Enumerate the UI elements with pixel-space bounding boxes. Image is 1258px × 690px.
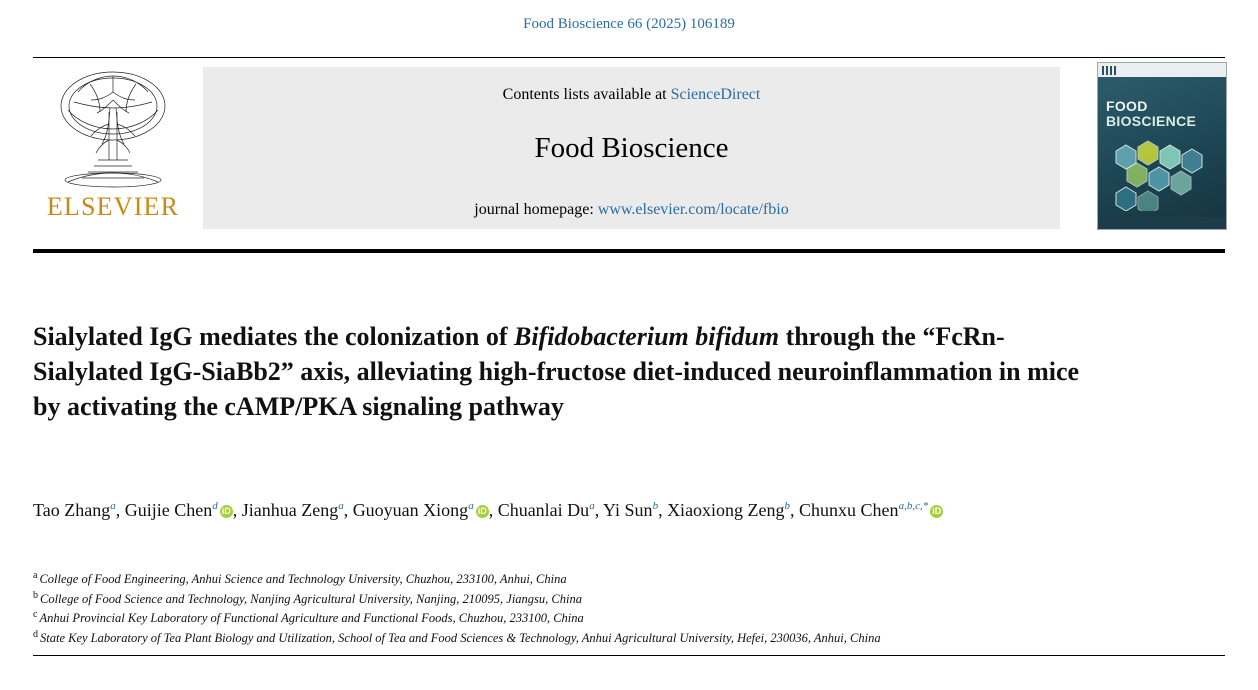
homepage-prefix: journal homepage: (474, 201, 598, 218)
elsevier-logo (33, 62, 193, 232)
author-name: Guoyuan Xiong (352, 500, 469, 520)
author-name: Jianhua Zeng (241, 500, 339, 520)
journal-homepage-link[interactable]: www.elsevier.com/locate/fbio (597, 201, 789, 218)
affiliation-text: College of Food Science and Technology, Nanjing Agricultural University, Nanjing, 210095, Jiangsu, China (40, 591, 582, 606)
running-head: Food Bioscience 66 (2025) 106189 (523, 16, 735, 32)
affiliation-marker: c (33, 609, 38, 621)
affiliation-bottom-rule (33, 655, 1225, 656)
author-separator: , (658, 500, 668, 520)
elsevier-wordmark: ELSEVIER (46, 192, 180, 221)
affiliation-marker: a (33, 570, 38, 581)
elsevier-tree-icon (38, 62, 188, 190)
author-name: Xiaoxiong Zeng (667, 500, 785, 520)
author-affil-marker: d (212, 500, 218, 512)
author-affil-marker: a (589, 500, 595, 512)
author-name: Tao Zhang (33, 500, 111, 520)
author-name: Chunxu Chen (799, 500, 899, 520)
affiliation-list (33, 568, 1153, 647)
cover-bottom-bar (1098, 217, 1226, 229)
author-separator: , (790, 500, 800, 520)
page-title (33, 319, 1093, 424)
cover-hexagon-pattern (1108, 139, 1218, 211)
orcid-icon[interactable]: iD (477, 506, 487, 516)
contents-prefix: Contents lists available at (502, 86, 671, 103)
affiliation-text: State Key Laboratory of Tea Plant Biology and Utilization, School of Tea and Food Sciences & Technology, Anhui Agricultural University, Hefei, 230036, Anhui, China (40, 631, 881, 646)
orcid-icon[interactable]: iD (932, 506, 942, 516)
cover-title-line1: FOOD (1106, 98, 1148, 114)
author-entry[interactable] (125, 500, 242, 520)
title-part-2: through the “FcRn-Sialylated IgG-SiaBb2” axis, alleviating high-fructose diet-induced neuroinflammation in mice by activating the cAMP/PKA signaling pathway (33, 322, 1080, 422)
affiliation-marker: b (33, 589, 38, 601)
cover-barcode-icon (1102, 66, 1118, 75)
cover-title-line2: BIOSCIENCE (1106, 113, 1197, 129)
journal-title: Food Bioscience (534, 132, 729, 164)
author-separator: , (594, 500, 604, 520)
author-name: Yi Sun (603, 500, 653, 520)
author-affil-marker: b (652, 500, 659, 512)
journal-band (203, 67, 1060, 229)
journal-cover-image (1097, 62, 1227, 230)
author-affil-marker: a,b,c,* (898, 500, 929, 512)
author-separator: , (488, 500, 498, 520)
contents-line (203, 67, 1060, 104)
author-separator: , (232, 500, 242, 520)
author-affil-marker: a (110, 500, 116, 512)
affiliation-text: Anhui Provincial Key Laboratory of Functional Agriculture and Functional Foods, Chuzhou, 233100, China (39, 611, 584, 626)
author-entry[interactable] (498, 500, 603, 520)
orcid-icon[interactable]: iD (221, 506, 231, 516)
author-separator: , (115, 500, 125, 520)
author-affil-marker: b (784, 500, 791, 512)
title-italic-organism: Bifidobacterium bifidum (513, 322, 780, 352)
author-separator: , (343, 500, 353, 520)
affiliation-item (33, 588, 1153, 608)
homepage-line (203, 165, 1060, 219)
title-part-1: Sialylated IgG mediates the colonization of (33, 322, 514, 352)
cover-top-bar (1098, 63, 1226, 77)
journal-masthead (33, 57, 1225, 232)
affiliation-marker: d (33, 628, 38, 640)
author-list (33, 492, 1133, 524)
author-entry[interactable] (33, 500, 125, 520)
sciencedirect-link[interactable]: ScienceDirect (670, 86, 761, 103)
affiliation-item (33, 607, 1153, 627)
author-entry[interactable] (799, 500, 943, 520)
affiliation-item (33, 627, 1153, 647)
author-entry[interactable] (667, 500, 799, 520)
author-name: Chuanlai Du (497, 500, 590, 520)
author-entry[interactable] (603, 500, 667, 520)
author-entry[interactable] (242, 500, 353, 520)
author-affil-marker: a (468, 500, 474, 512)
affiliation-text: College of Food Engineering, Anhui Science and Technology University, Chuzhou, 233100, Anhui, China (39, 572, 567, 587)
author-entry[interactable] (353, 500, 498, 520)
cover-title (1106, 99, 1196, 129)
author-name: Guijie Chen (124, 500, 213, 520)
affiliation-item (33, 568, 1153, 588)
author-affil-marker: a (338, 500, 344, 512)
masthead-bottom-rule (33, 249, 1225, 253)
